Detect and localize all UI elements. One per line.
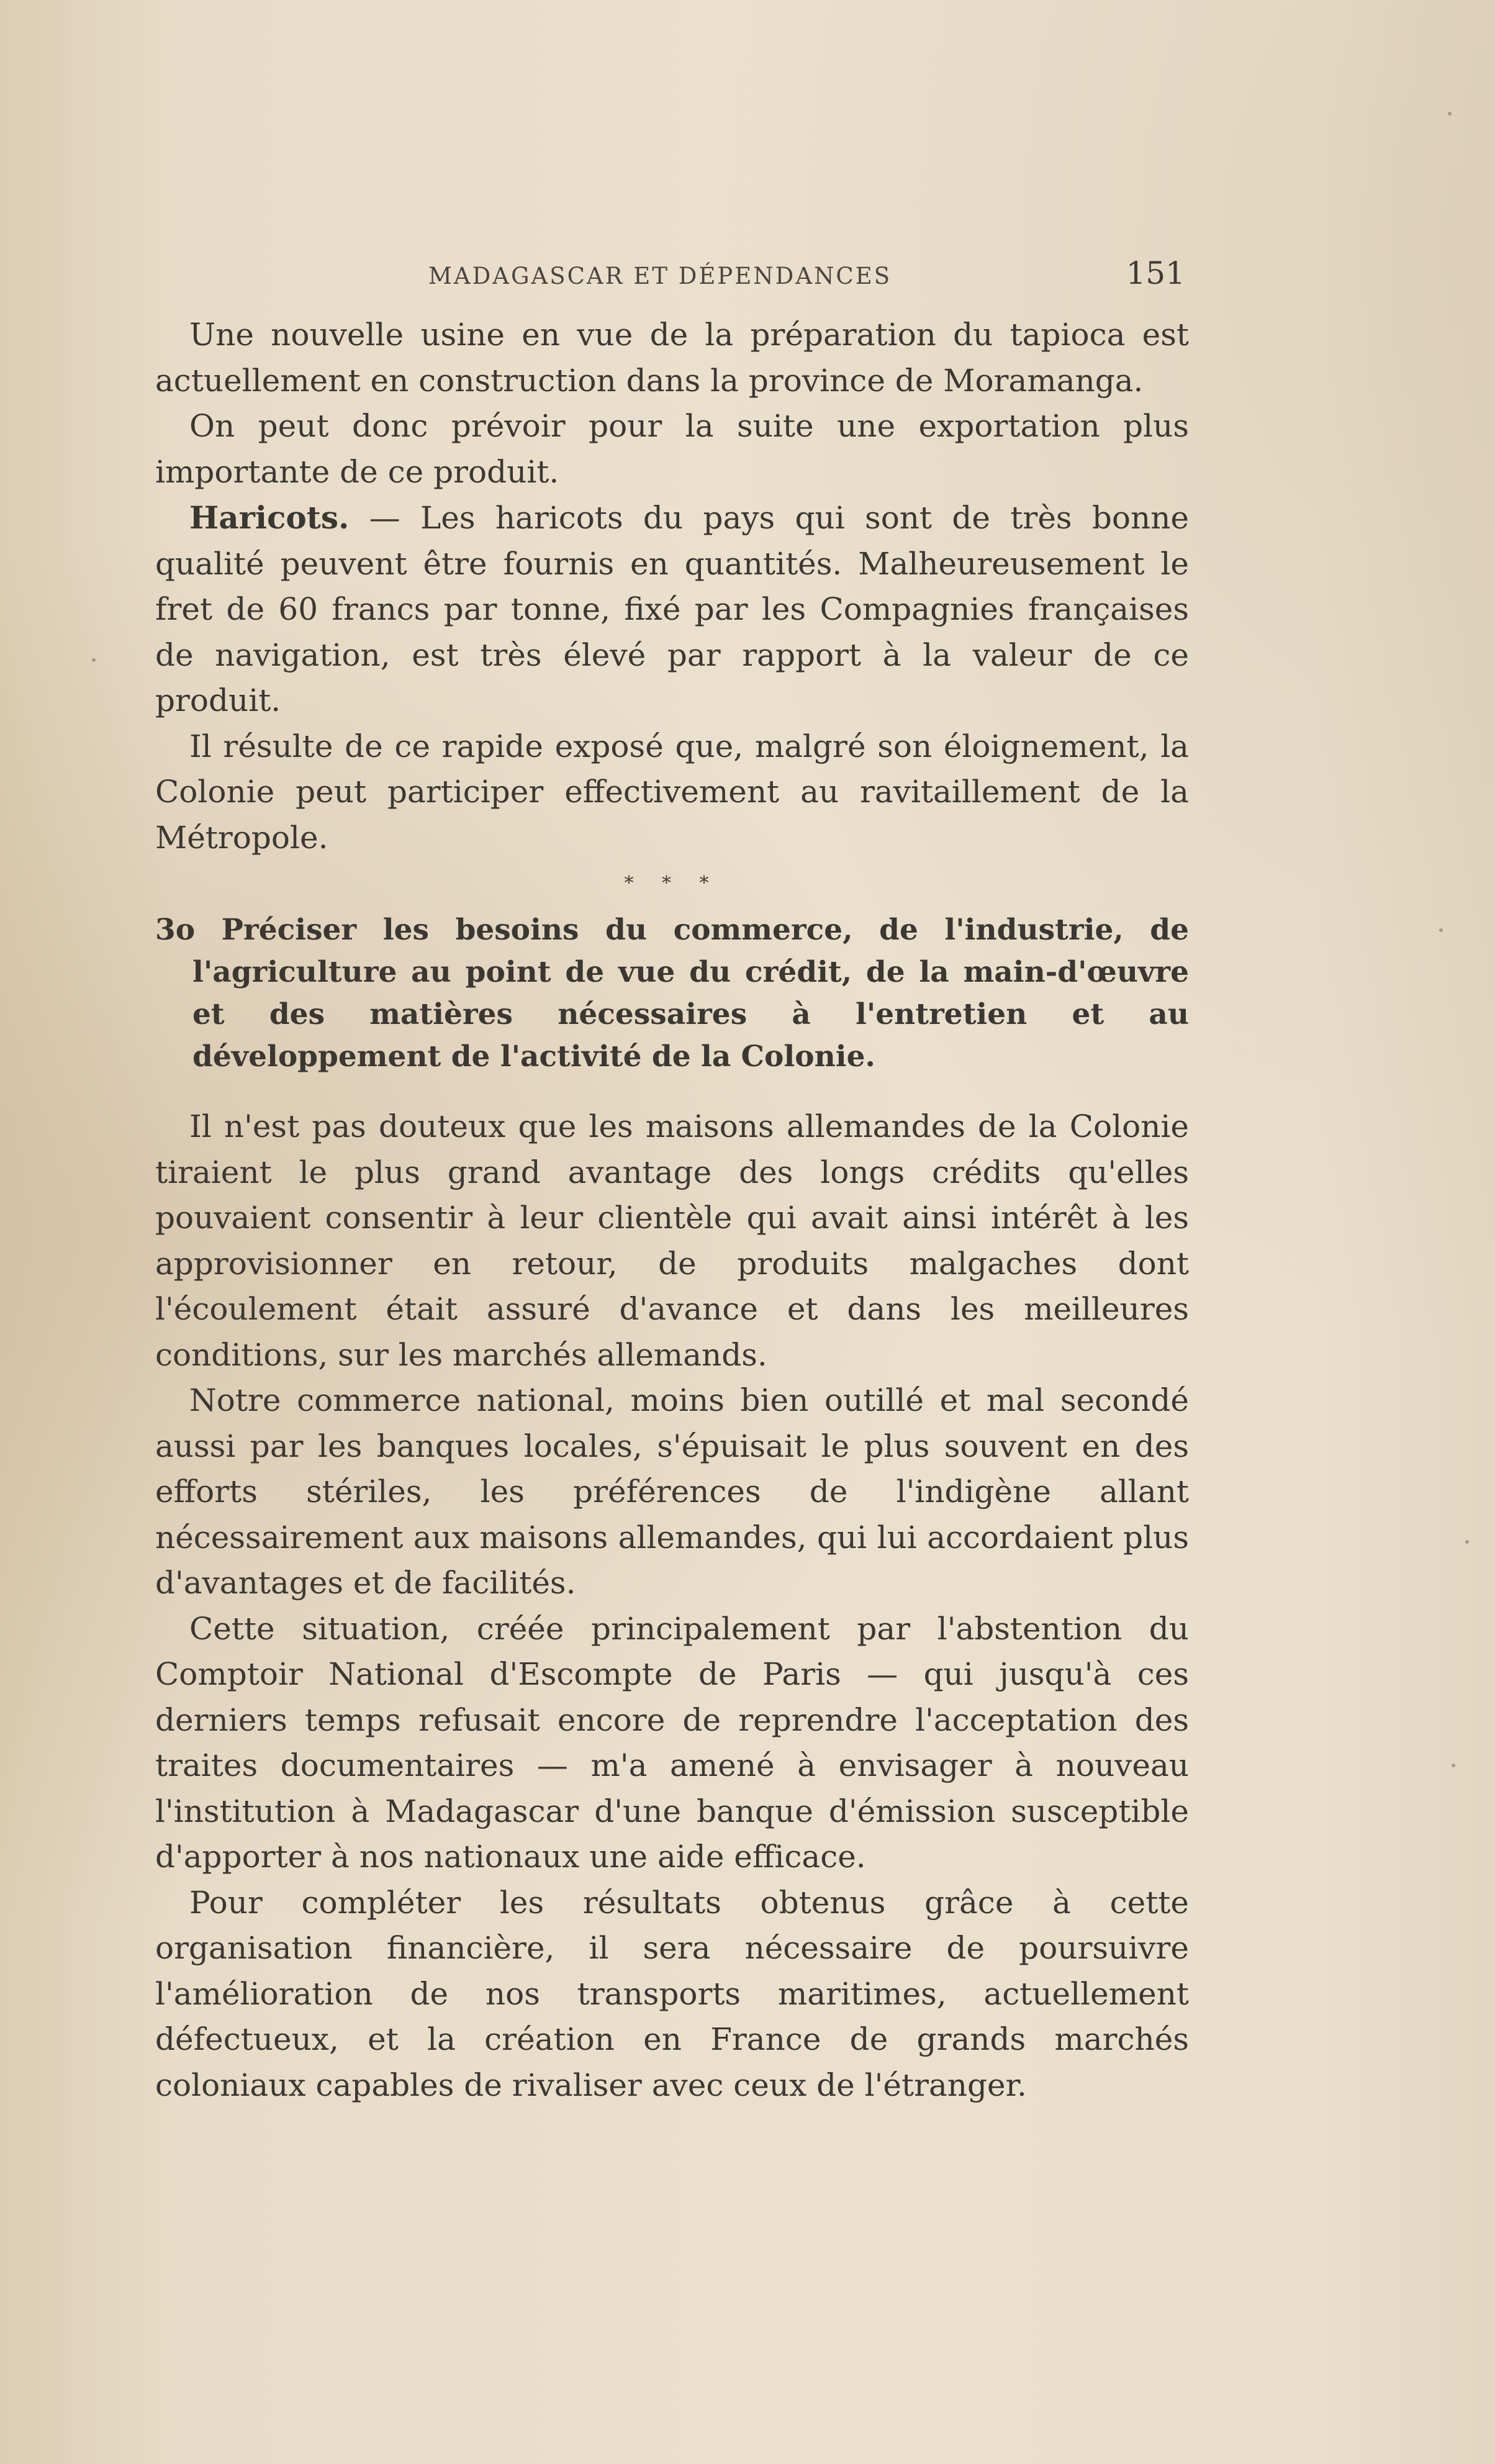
page-number: 151 (1126, 255, 1185, 291)
section-heading (155, 909, 1189, 1078)
paragraph: Il n'est pas douteux que les maisons allemandes de la Colonie tiraient le plus grand avantage des longs crédits qu'elles pouvaient consentir à leur clientèle qui avait ainsi intérêt à les approvisionner en retour, de produits malgaches dont l'écoulement était assuré d'avance et dans les meilleures conditions, sur les marchés allemands. (155, 1108, 1189, 1373)
paper-speck (92, 658, 96, 662)
paper-speck (1452, 1764, 1455, 1767)
running-title: MADAGASCAR ET DÉPENDANCES (428, 263, 892, 289)
text-block (155, 245, 1189, 2108)
paper-speck (1439, 928, 1443, 932)
section-heading-text: Préciser les besoins du commerce, de l'industrie, de l'agriculture au point de vue du crédit, de la main-d'œuvre et des matières nécessaires à l'entretien et au développement de l'activité de la Colonie. (192, 913, 1189, 1074)
paper-speck (1448, 112, 1452, 116)
running-head (155, 245, 1189, 301)
lead-term: Haricots. (189, 499, 350, 536)
paragraph: Une nouvelle usine en vue de la préparation du tapioca est actuellement en construction dans la province de Moramanga. (155, 317, 1189, 399)
section-number: 3o (155, 913, 196, 947)
paragraph-text: — Les haricots du pays qui sont de très bonne qualité peuvent être fournis en quantités. Malheureusement le fret de 60 francs par tonne, fixé par les Compagnies françaises de navigation, est très élevé par rapport à la valeur de ce produit. (155, 500, 1189, 718)
paper-speck (1465, 1540, 1469, 1544)
paragraph: Pour compléter les résultats obtenus grâce à cette organisation financière, il sera nécessaire de poursuivre l'amélioration de nos transports maritimes, actuellement défectueux, et la création en France de grands marchés coloniaux capables de rivaliser avec ceux de l'étranger. (155, 1884, 1189, 2103)
paragraph: Notre commerce national, moins bien outillé et mal secondé aussi par les banques locales, s'épuisait le plus souvent en des efforts stériles, les préférences de l'indigène allant nécessairement aux maisons allemandes, qui lui accordaient plus d'avantages et de facilités. (155, 1382, 1189, 1601)
paragraph: Cette situation, créée principalement par l'abstention du Comptoir National d'Escompte de Paris — qui jusqu'à ces derniers temps refusait encore de reprendre l'acceptation des traites documentaires — m'a amené à envisager à nouveau l'institution à Madagascar d'une banque d'émission susceptible d'apporter à nos nationaux une aide efficace. (155, 1610, 1189, 1875)
paragraph: On peut donc prévoir pour la suite une exportation plus importante de ce produit. (155, 408, 1189, 490)
paragraph (155, 495, 1189, 724)
paragraph: Il résulte de ce rapide exposé que, malgré son éloignement, la Colonie peut participer effectivement au ravitaillement de la Métropole. (155, 728, 1189, 856)
section-separator: * * * (624, 872, 720, 894)
